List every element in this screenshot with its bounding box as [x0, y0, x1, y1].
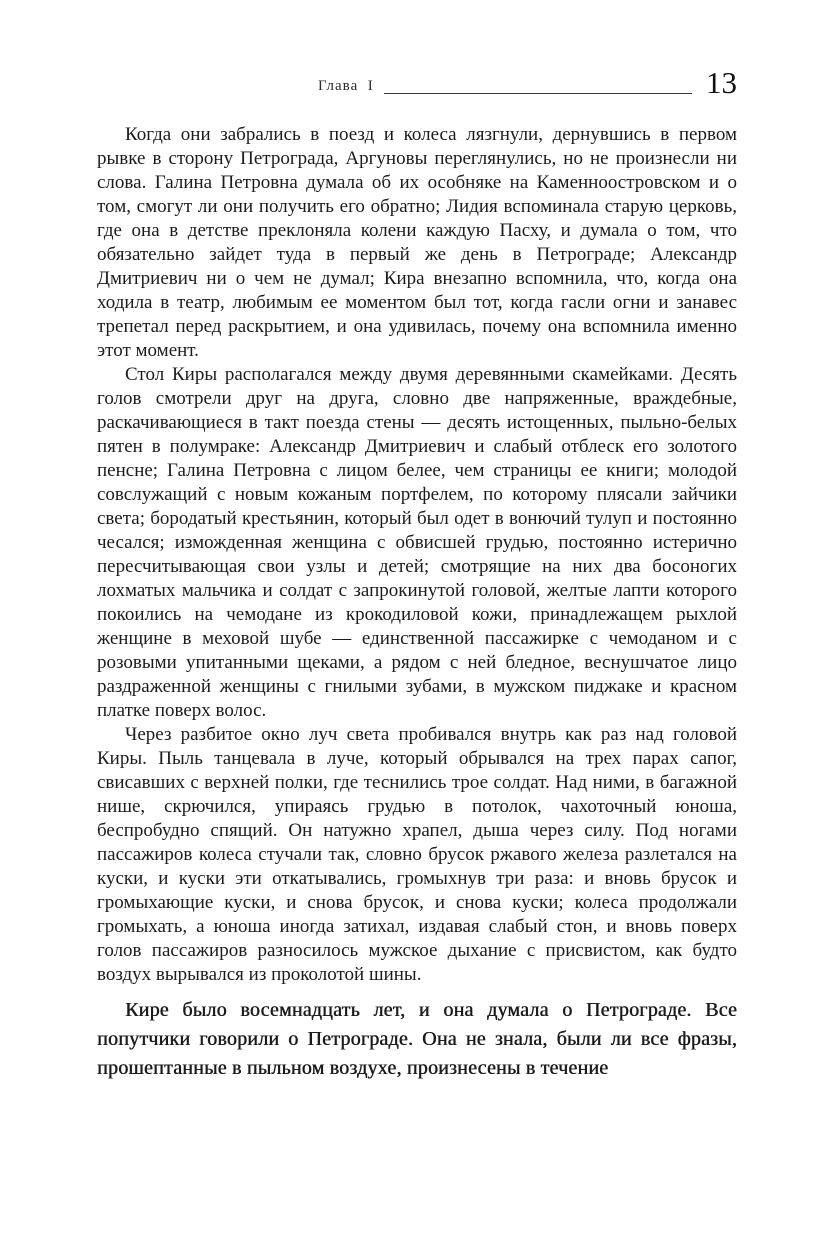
page-header	[97, 64, 737, 98]
header-rule	[384, 93, 692, 94]
chapter-heading: Глава I	[318, 78, 374, 94]
body-paragraph: Через разбитое окно луч света пробивался внутрь как раз над головой Киры. Пыль танцевала в луче, который обрывался на трех парах сапог, свисавших с верхней полки, где теснились трое солдат. Над ними, в багажной нише, скрючился, упираясь грудью в потолок, чахоточный юноша, беспробудно спящий. Он натужно храпел, дыша через силу. Под ногами пассажиров колеса стучали так, словно брусок ржавого железа разлетался на куски, и куски эти откатывались, громыхнув три раза: и вновь брусок и громыхающие куски, и снова брусок, и снова куски; колеса продолжали громыхать, а юноша иногда затихал, издавая слабый стон, и вновь поверх голов пассажиров разносилось мужское дыхание с присвистом, как будто воздух вырывался из проколотой шины.	[97, 724, 737, 985]
body-paragraph: Стол Киры располагался между двумя деревянными скамейками. Десять голов смотрели друг на друга, словно две напряженные, враждебные, раскачивающиеся в такт поезда стены — десять истощенных, пыльно-белых пятен в полумраке: Александр Дмитриевич и слабый отблеск его золотого пенсне; Галина Петровна с лицом белее, чем страницы ее книги; молодой совслужащий с новым кожаным портфелем, по которому плясали зайчики света; бородатый крестьянин, который был одет в вонючий тулуп и постоянно чесался; изможденная женщина с обвисшей грудью, постоянно истерично пересчитывающая свои узлы и детей; смотрящие на них два босоногих лохматых мальчика и солдат с запрокинутой головой, желтые лапти которого покоились на чемодане из крокодиловой кожи, принадлежащем рыхлой женщине в меховой шубе — единственной пассажирке с чемоданом и с розовыми упитанными щеками, а рядом с ней бледное, веснушчатое лицо раздраженной женщины с гнилыми зубами, в мужском пиджаке и красном платке поверх волос.	[97, 364, 737, 721]
page-number: 13	[706, 65, 737, 100]
body-paragraph: Кире было восемнадцать лет, и она думала о Петрограде. Все попутчики говорили о Петрограде. Она не знала, были ли все фразы, прошептанные в пыльном воздухе, произнесены в течение	[97, 999, 737, 1079]
body-paragraph: Когда они забрались в поезд и колеса лязгнули, дернувшись в первом рывке в сторону Петрограда, Аргуновы переглянулись, но не произнесли ни слова. Галина Петровна думала об их особняке на Каменноостровском и о том, смогут ли они получить его обратно; Лидия вспоминала старую церковь, где она в детстве преклоняла колени каждую Пасху, и думала о том, что обязательно зайдет туда в первый же день в Петрограде; Александр Дмитриевич ни о чем не думал; Кира внезапно вспомнила, что, когда она ходила в театр, любимым ее моментом был тот, когда гасли огни и занавес трепетал перед раскрытием, и она удивилась, почему она вспомнила именно этот момент.	[97, 124, 737, 361]
body-text	[97, 123, 737, 1083]
page-content	[97, 64, 737, 1083]
